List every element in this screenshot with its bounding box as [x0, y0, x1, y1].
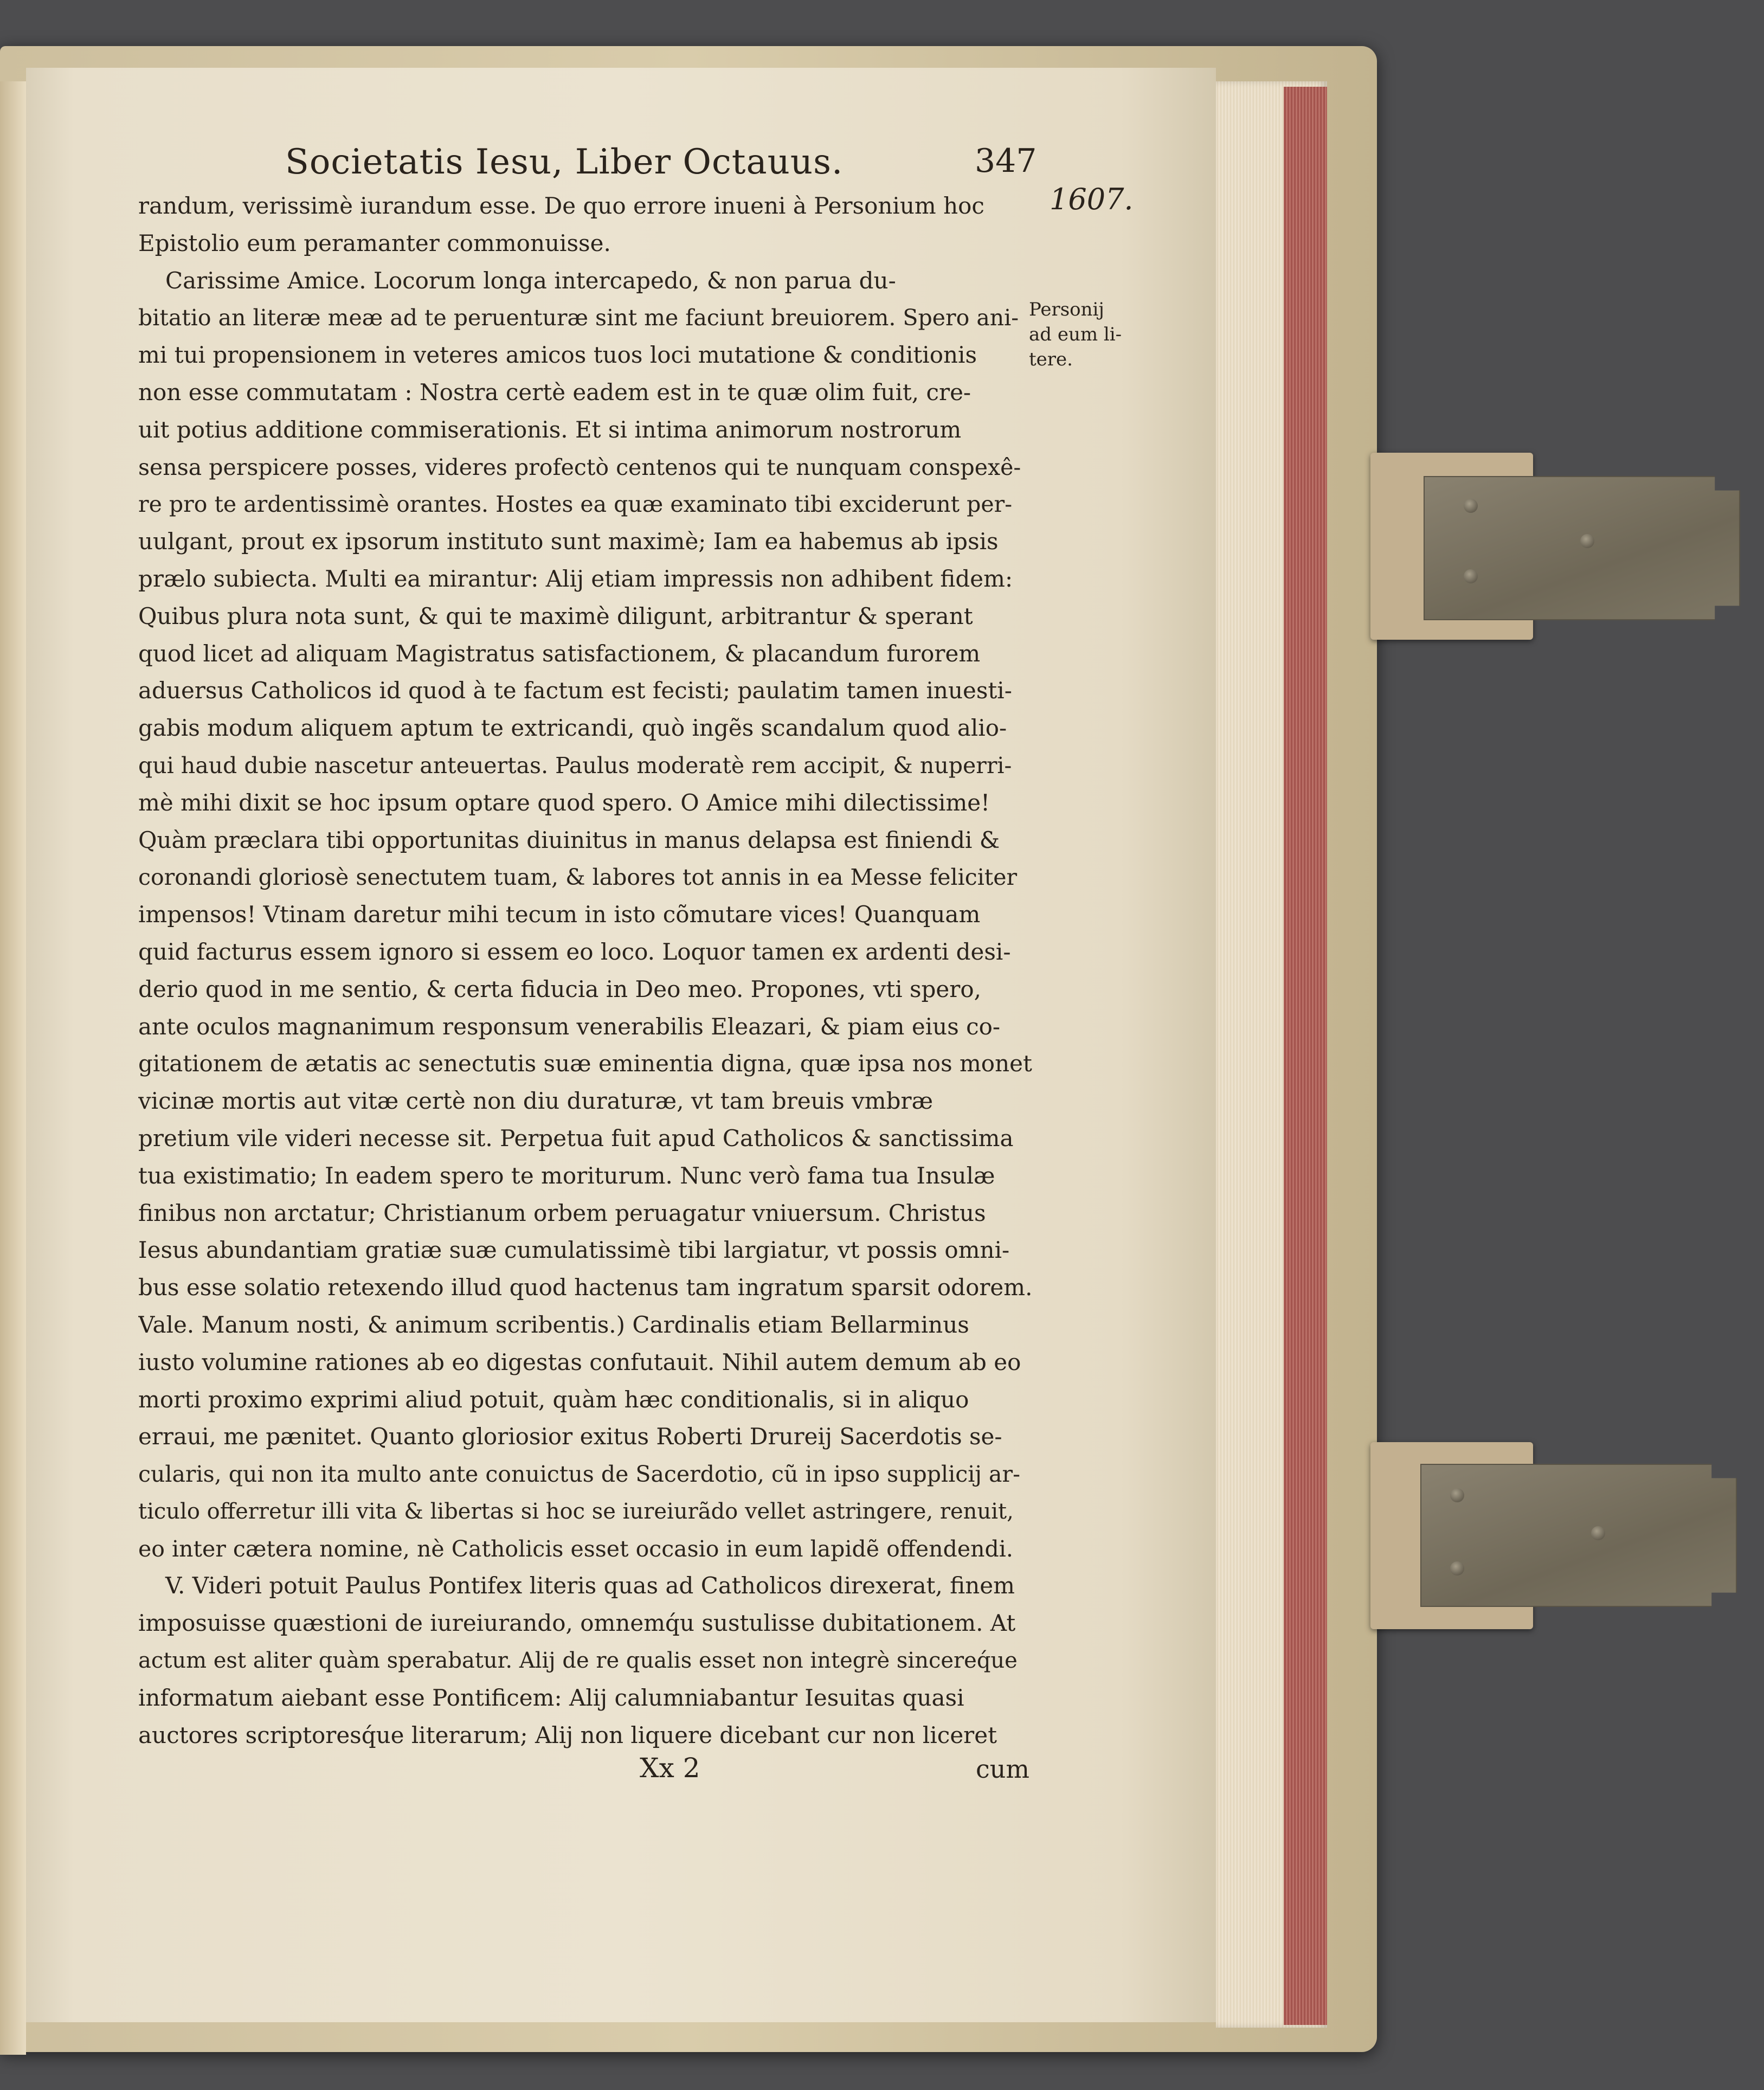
- running-head: Societatis Iesu, Liber Octauus.: [285, 142, 844, 182]
- clasp-rivet: [1450, 1561, 1464, 1575]
- text-line: mi tui propensionem in veteres amicos tuos loci mutatione & conditionis: [138, 342, 977, 369]
- text-line: ticulo offerretur illi vita & libertas si hoc se iureiurãdo vellet astringere, renuit,: [138, 1499, 1014, 1524]
- red-page-edge: [1284, 87, 1327, 2025]
- text-line: quid facturus essem ignoro si essem eo loco. Loquor tamen ex ardenti desi-: [138, 938, 1011, 965]
- signature-mark: Xx 2: [640, 1752, 700, 1784]
- text-line: pretium vile videri necesse sit. Perpetua fuit apud Catholicos & sanctissima: [138, 1124, 1014, 1152]
- text-line: actum est aliter quàm sperabatur. Alij de re qualis esset non integrè sincereq́ue: [138, 1648, 1018, 1674]
- text-line: Vale. Manum nosti, & animum scribentis.) Cardinalis etiam Bellarminus: [138, 1311, 969, 1338]
- text-line: bitatio an literæ meæ ad te peruenturæ sint me faciunt breuiorem. Spero ani-: [138, 305, 1019, 331]
- text-line: V. Videri potuit Paulus Pontifex literis quas ad Catholicos direxerat, finem: [165, 1572, 1015, 1599]
- text-line: auctores scriptoresq́ue literarum; Alij non liquere dicebant cur non liceret: [138, 1721, 997, 1748]
- text-line: informatum aiebant esse Pontificem: Alij calumniabantur Iesuitas quasi: [138, 1684, 964, 1711]
- body-text: [138, 188, 1033, 1754]
- text-line: Quibus plura nota sunt, & qui te maximè diligunt, arbitrantur & sperant: [138, 602, 973, 629]
- text-line: Iesus abundantiam gratiæ suæ cumulatissimè tibi largiatur, vt possis omni-: [138, 1237, 1010, 1264]
- text-line: bus esse solatio retexendo illud quod hactenus tam ingratum sparsit odorem.: [138, 1274, 1033, 1301]
- text-line: erraui, me pænitet. Quanto gloriosior exitus Roberti Drureij Sacerdotis se-: [138, 1423, 1002, 1450]
- clasp-plate: [1420, 1464, 1737, 1607]
- text-line: eo inter cætera nomine, nè Catholicis esset occasio in eum lapidẽ offendendi.: [138, 1535, 1013, 1562]
- text-line: Carissime Amice. Locorum longa intercapedo, & non parua du-: [165, 267, 896, 294]
- text-line: prælo subiecta. Multi ea mirantur: Alij etiam impressis non adhibent fidem:: [138, 565, 1013, 592]
- catchword: cum: [976, 1754, 1030, 1784]
- text-line: imposuisse quæstioni de iureiurando, omnemq́u sustulisse dubitationem. At: [138, 1610, 1016, 1637]
- margin-year: 1607.: [1050, 182, 1134, 216]
- clasp-rivet: [1464, 499, 1478, 513]
- text-line: randum, verissimè iurandum esse. De quo errore inueni à Personium hoc: [138, 192, 984, 219]
- text-line: coronandi gloriosè senectutem tuam, & labores tot annis in ea Messe feliciter: [138, 864, 1018, 891]
- text-line: quod licet ad aliquam Magistratus satisfactionem, & placandum furorem: [138, 640, 981, 667]
- text-line: gitationem de ætatis ac senectutis suæ eminentia digna, quæ ipsa nos monet: [138, 1050, 1032, 1077]
- text-line: mè mihi dixit se hoc ipsum optare quod spero. O Amice mihi dilectissime!: [138, 789, 990, 816]
- text-line: sensa perspicere posses, videres profectò centenos qui te nunquam conspexê-: [138, 454, 1021, 480]
- margin-note: [1029, 297, 1137, 372]
- text-line: gabis modum aliquem aptum te extricandi, quò ingẽs scandalum quod alio-: [138, 715, 1007, 742]
- margin-note-line: ad eum li-: [1029, 324, 1122, 345]
- text-line: ante oculos magnanimum responsum venerabilis Eleazari, & piam eius co-: [138, 1013, 1001, 1040]
- text-line: qui haud dubie nascetur anteuertas. Paulus moderatè rem accipit, & nuperri-: [138, 752, 1012, 779]
- clasp-rivet: [1450, 1488, 1464, 1502]
- margin-note-line: Personij: [1029, 299, 1104, 320]
- text-line: impensos! Vtinam daretur mihi tecum in isto cõmutare vices! Quanquam: [138, 901, 981, 928]
- text-line: Quàm præclara tibi opportunitas diuinitus in manus delapsa est finiendi &: [138, 826, 1000, 853]
- text-line: uulgant, prout ex ipsorum instituto sunt maximè; Iam ea habemus ab ipsis: [138, 528, 999, 555]
- text-line: vicinæ mortis aut vitæ certè non diu duraturæ, vt tam breuis vmbræ: [138, 1088, 933, 1115]
- text-line: morti proximo exprimi aliud potuit, quàm hæc conditionalis, si in aliquo: [138, 1386, 969, 1413]
- text-line: re pro te ardentissimè orantes. Hostes ea quæ examinato tibi exciderunt per-: [138, 491, 1013, 518]
- text-line: non esse commutatam : Nostra certè eadem est in te quæ olim fuit, cre-: [138, 378, 971, 406]
- clasp-plate: [1424, 476, 1740, 620]
- clasp-rivet: [1580, 534, 1594, 548]
- clasp-rivet: [1591, 1526, 1605, 1540]
- text-line: Epistolio eum peramanter commonuisse.: [138, 229, 611, 256]
- text-line: iusto volumine rationes ab eo digestas confutauit. Nihil autem demum ab eo: [138, 1348, 1021, 1375]
- text-line: tua existimatio; In eadem spero te moriturum. Nunc verò fama tua Insulæ: [138, 1162, 995, 1189]
- text-line: aduersus Catholicos id quod à te factum est fecisti; paulatim tamen inuesti-: [138, 677, 1012, 704]
- text-line: uit potius additione commiserationis. Et si intima animorum nostrorum: [138, 416, 962, 443]
- text-line: finibus non arctatur; Christianum orbem peruagatur vniuersum. Christus: [138, 1199, 986, 1226]
- clasp-rivet: [1464, 569, 1478, 583]
- text-line: cularis, qui non ita multo ante conuictus de Sacerdotio, cũ in ipso supplicij ar-: [138, 1461, 1020, 1488]
- page-number: 347: [975, 142, 1037, 180]
- margin-note-line: tere.: [1029, 349, 1073, 370]
- facing-page-edge: [0, 81, 26, 2055]
- text-line: derio quod in me sentio, & certa fiducia in Deo meo. Propones, vti spero,: [138, 975, 982, 1002]
